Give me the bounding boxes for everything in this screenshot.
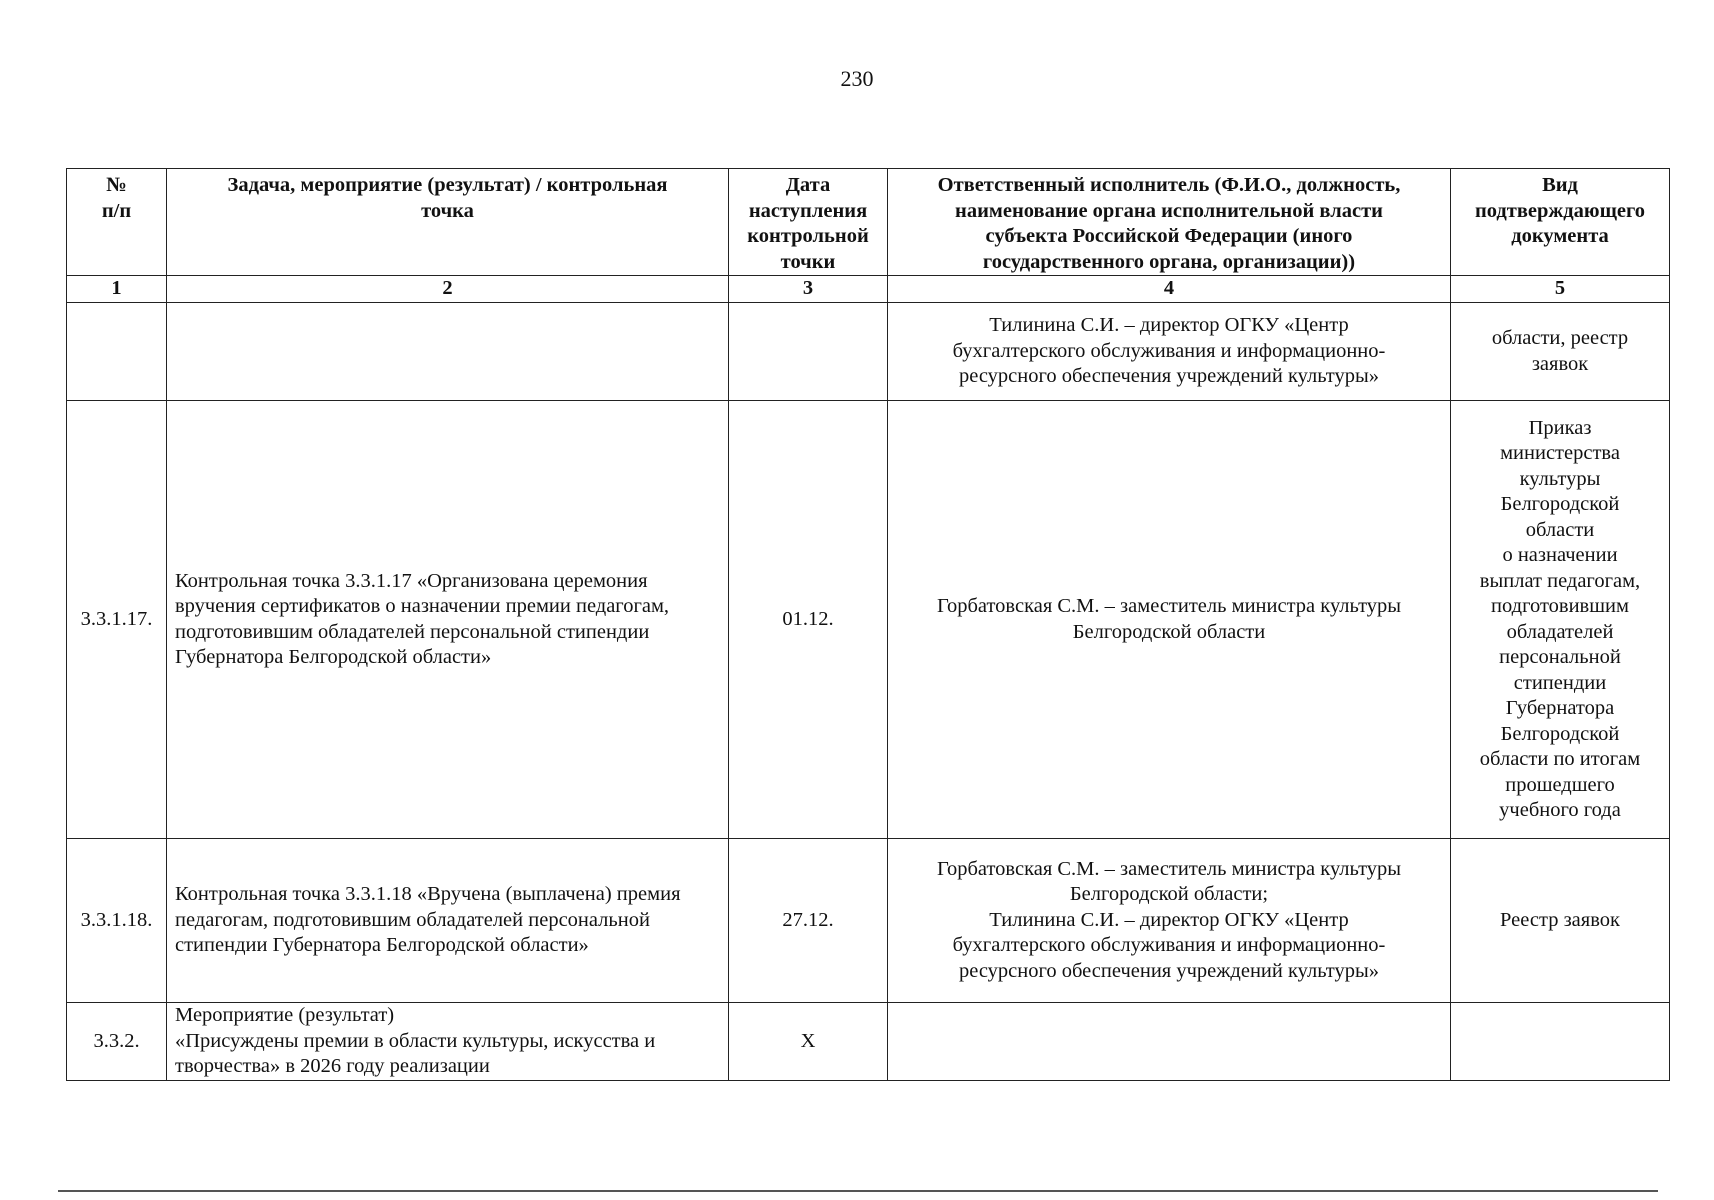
page-number: 230 <box>840 66 874 91</box>
table-row <box>67 1003 1670 1081</box>
header-task: Задача, мероприятие (результат) / контрольная точка <box>167 169 729 276</box>
row-date: 27.12. <box>729 839 888 1003</box>
scan-edge-line <box>58 1190 1658 1192</box>
table-row <box>67 303 1670 401</box>
row-task: Контрольная точка 3.3.1.17 «Организована церемония вручения сертификатов о назначении премии педагогам, подготовившим обладателей персональной стипендии Губернатора Белгородской области» <box>167 401 729 839</box>
header-document: Вид подтверждающего документа <box>1451 169 1670 276</box>
header-responsible: Ответственный исполнитель (Ф.И.О., должность, наименование органа исполнительной власти субъекта Российской Федерации (иного государственного органа, организации)) <box>888 169 1451 276</box>
column-number-row <box>67 276 1670 303</box>
control-points-table <box>66 168 1670 1081</box>
row-number <box>67 303 167 401</box>
header-number: № п/п <box>67 169 167 276</box>
row-date <box>729 303 888 401</box>
row-document: области, реестр заявок <box>1451 303 1670 401</box>
row-date: Х <box>729 1003 888 1081</box>
column-number: 3 <box>729 276 888 303</box>
row-responsible: Тилинина С.И. – директор ОГКУ «Центр бухгалтерского обслуживания и информационно- ресурсного обеспечения учреждений культуры» <box>888 303 1451 401</box>
header-date: Дата наступления контрольной точки <box>729 169 888 276</box>
column-number: 1 <box>67 276 167 303</box>
table-row <box>67 401 1670 839</box>
row-date: 01.12. <box>729 401 888 839</box>
row-responsible: Горбатовская С.М. – заместитель министра культуры Белгородской области <box>888 401 1451 839</box>
header-row <box>67 169 1670 276</box>
row-task: Контрольная точка 3.3.1.18 «Вручена (выплачена) премия педагогам, подготовившим обладателей персональной стипендии Губернатора Белгородской области» <box>167 839 729 1003</box>
row-document <box>1451 1003 1670 1081</box>
row-document: Приказ министерства культуры Белгородской области о назначении выплат педагогам, подготовившим обладателей персональной стипендии Губернатора Белгородской области по итогам прошедшего учебного года <box>1451 401 1670 839</box>
row-document: Реестр заявок <box>1451 839 1670 1003</box>
column-number: 2 <box>167 276 729 303</box>
row-number: 3.3.1.18. <box>67 839 167 1003</box>
table-row <box>67 839 1670 1003</box>
column-number: 5 <box>1451 276 1670 303</box>
row-responsible: Горбатовская С.М. – заместитель министра культуры Белгородской области; Тилинина С.И. – директор ОГКУ «Центр бухгалтерского обслуживания и информационно- ресурсного обеспечения учреждений культуры» <box>888 839 1451 1003</box>
row-responsible <box>888 1003 1451 1081</box>
row-number: 3.3.2. <box>67 1003 167 1081</box>
row-task: Мероприятие (результат) «Присуждены премии в области культуры, искусства и творчества» в 2026 году реализации <box>167 1003 729 1081</box>
column-number: 4 <box>888 276 1451 303</box>
row-task <box>167 303 729 401</box>
row-number: 3.3.1.17. <box>67 401 167 839</box>
